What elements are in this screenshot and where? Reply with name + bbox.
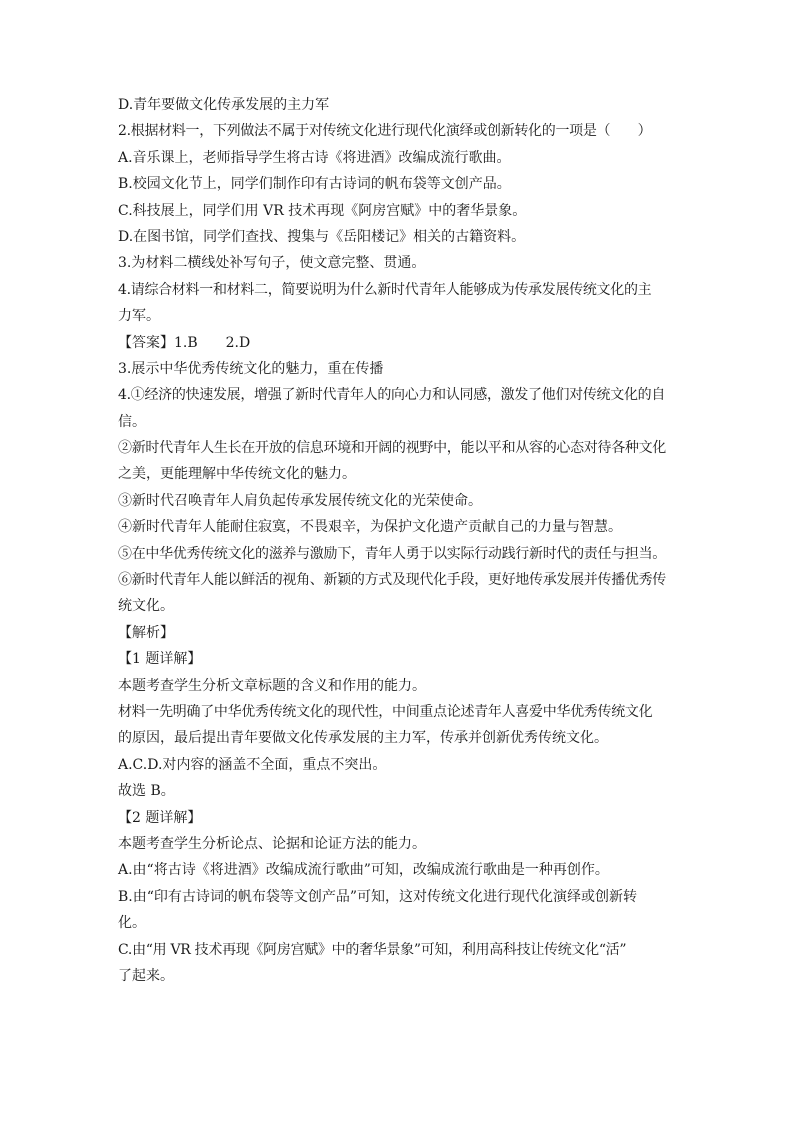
q2-detail-c-cont: 了起来。 [118,967,174,984]
q1-detail-heading: 【1 题详解】 [118,651,202,668]
analysis-heading: 【解析】 [118,624,174,641]
answer-4-point-1: 4.①经济的快速发展，增强了新时代青年人的向心力和认同感，激发了他们对传统文化的自 [118,387,666,404]
question-2-option-b: B.校园文化节上，同学们制作印有古诗词的帆布袋等文创产品。 [118,176,511,193]
q2-detail-a: A.由“将古诗《将进酒》改编成流行歌曲”可知，改编成流行歌曲是一种再创作。 [118,862,609,879]
q1-detail-choice: 故选 B。 [118,783,175,800]
question-2-option-d: D.在图书馆，同学们查找、搜集与《岳阳楼记》相关的古籍资料。 [118,228,526,245]
q2-detail-b-cont: 化。 [118,915,146,932]
answer-4-point-4: ④新时代青年人能耐住寂寞，不畏艰辛，为保护文化遗产贡献自己的力量与智慧。 [118,519,622,536]
q1-detail-intro: 本题考查学生分析文章标题的含义和作用的能力。 [118,677,426,694]
answer-4-point-2: ②新时代青年人生长在开放的信息环境和开阔的视野中，能以平和从容的心态对待各种文化 [118,440,666,457]
q1-detail-body: 材料一先明确了中华优秀传统文化的现代性，中间重点论述青年人喜爱中华优秀传统文化 [118,703,653,720]
answer-4-point-6: ⑥新时代青年人能以鲜活的视角、新颖的方式及现代化手段，更好地传承发展并传播优秀传 [118,572,666,589]
answer-4-point-3: ③新时代召唤青年人肩负起传承发展传统文化的光荣使命。 [118,492,482,509]
q1-detail-acd: A.C.D.对内容的涵盖不全面，重点不突出。 [118,756,387,773]
q1-detail-body-cont: 的原因，最后提出青年要做文化传承发展的主力军，传承并创新优秀传统文化。 [118,730,608,747]
answer-3: 3.展示中华优秀传统文化的魅力，重在传播 [118,360,384,377]
question-2-option-a: A.音乐课上，老师指导学生将古诗《将进酒》改编成流行歌曲。 [118,149,511,166]
answer-4-point-2-cont: 之美，更能理解中华传统文化的魅力。 [118,466,356,483]
answer-4-point-5: ⑤在中华优秀传统文化的滋养与激励下，青年人勇于以实际行动践行新时代的责任与担当。 [118,545,666,562]
q2-detail-intro: 本题考查学生分析论点、论据和论证方法的能力。 [118,835,426,852]
document-page [118,92,684,989]
q2-detail-heading: 【2 题详解】 [118,809,202,826]
q2-detail-c: C.由“用 VR 技术再现《阿房宫赋》中的奢华景象”可知，利用高科技让传统文化“活” [118,941,627,958]
question-4-stem-cont: 力军。 [118,308,160,325]
option-d-line: D.青年要做文化传承发展的主力军 [118,97,330,113]
question-2-option-c: C.科技展上，同学们用 VR 技术再现《阿房宫赋》中的奢华景象。 [118,202,527,219]
answer-4-point-1-cont: 信。 [118,413,146,430]
answer-4-point-6-cont: 统文化。 [118,598,174,615]
q2-detail-b: B.由“印有古诗词的帆布袋等文创产品”可知，这对传统文化进行现代化演绎或创新转 [118,888,638,905]
question-2-stem: 2.根据材料一，下列做法不属于对传统文化进行现代化演绎或创新转化的一项是（ ） [118,123,652,140]
question-4-stem: 4.请综合材料一和材料二，简要说明为什么新时代青年人能够成为传承发展传统文化的主 [118,281,652,298]
question-3-stem: 3.为材料二横线处补写句子，使文意完整、贯通。 [118,255,426,272]
answer-heading: 【答案】1.B 2.D [118,334,251,351]
